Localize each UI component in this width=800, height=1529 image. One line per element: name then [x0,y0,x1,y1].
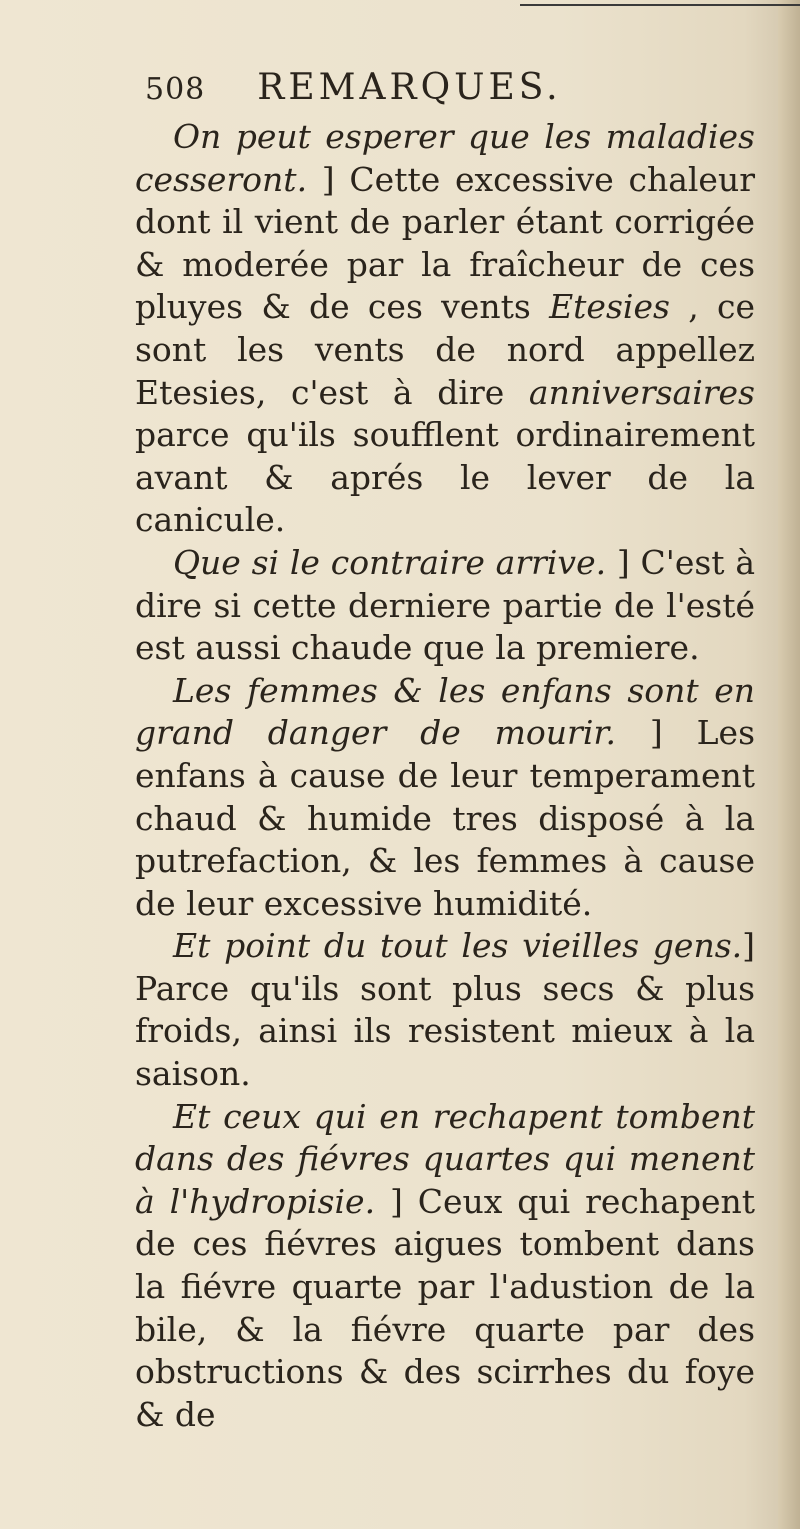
commentary-2: C'est à dire si cette derniere partie de l'esté est aussi chaude que la premiere. [135,542,756,668]
commentary-5: Ceux qui rechapent de ces fiévres aigues tombent dans la fiévre quarte par l'adustion de la bile, & la fiévre quarte par des obstructions & des scirrhes du foye & de [135,1181,756,1434]
paragraph-5 [135,1096,755,1437]
bracket-2: ] [606,542,641,582]
commentary-1a: Cette excessive chaleur dont il vient de parler étant corrigée & moderée par la fraîcheur de ces pluyes & de ces vents [135,159,755,327]
bracket-3: ] [616,713,697,753]
running-head: REMARQUES. [257,67,562,108]
paragraph-1 [135,116,755,542]
page-text-block [135,60,755,1436]
lemma-5: Et ceux qui en rechapent tombent dans des fiévres quartes qui menent à l'hydropisie. [135,1096,755,1221]
lemma-3: Les femmes & les enfans sont en grand danger de mourir. [135,670,755,753]
lemma-1: On peut esperer que les maladies cesseront. [135,117,755,199]
paragraph-4 [135,925,755,1095]
page-edge [778,0,800,1529]
commentary-1c: parce qu'ils soufflent ordinairement avant & aprés le lever de la canicule. [135,415,755,540]
commentary-4: Parce qu'ils sont plus secs & plus froids, ainsi ils resistent mieux à la saison. [135,968,755,1094]
page-header [135,60,755,116]
commentary-1b: , ce sont les vents de nord appellez Etesies, c'est à dire [135,287,755,412]
bracket-1: ] [307,159,350,199]
commentary-1-italic-anniversaires: anniversaires [528,372,755,412]
paragraph-2 [135,542,755,670]
paragraph-3 [135,670,755,926]
commentary-3: Les enfans à cause de leur temperament chaud & humide tres disposé à la putrefaction, & les femmes à cause de leur excessive humidité. [135,713,756,923]
lemma-2: Que si le contraire arrive. [173,542,607,582]
commentary-1-italic-etesies: Etesies [549,287,670,327]
page-top-rule [520,4,800,6]
page-number: 508 [145,72,206,107]
bracket-5: ] [375,1181,418,1221]
lemma-4: Et point du tout les vieilles gens. [173,926,743,966]
bracket-4: ] [742,926,755,966]
